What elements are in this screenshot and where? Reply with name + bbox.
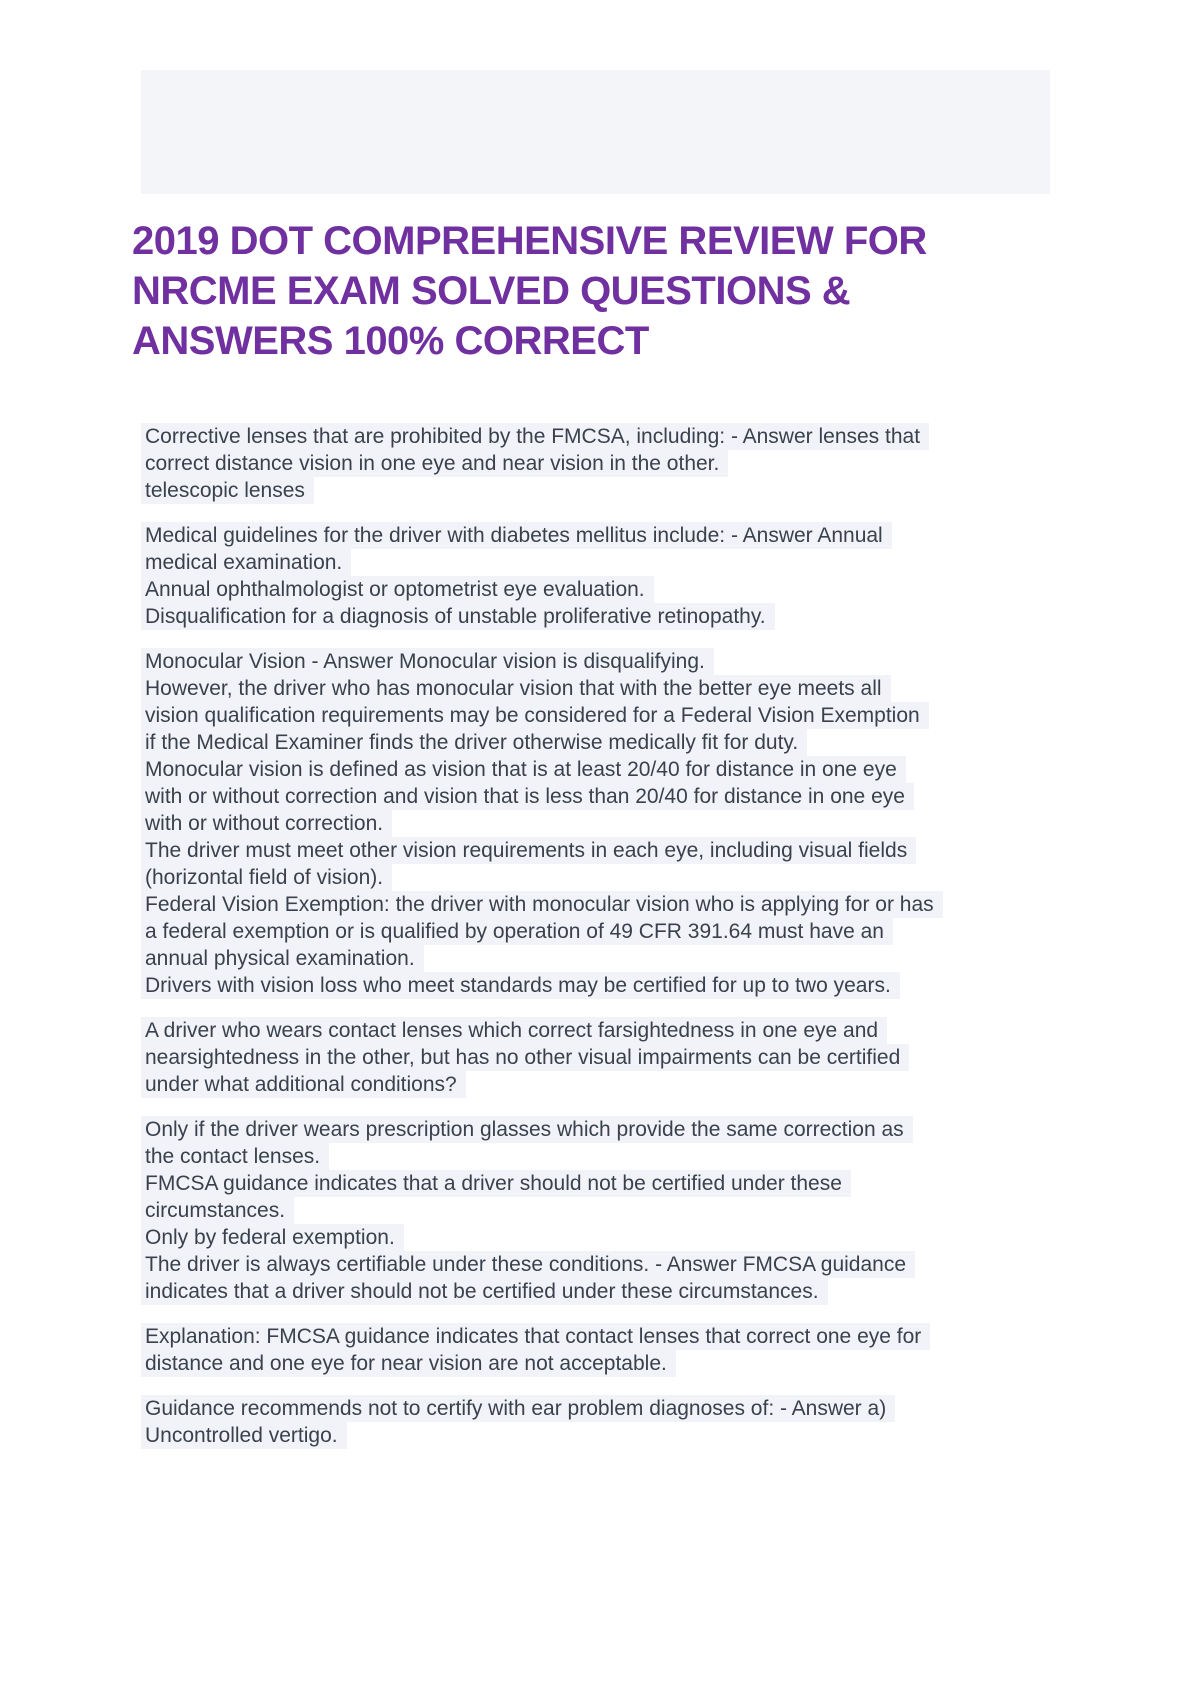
- page-title-line: 2019 DOT COMPREHENSIVE REVIEW FOR: [132, 219, 927, 263]
- text-line: vision qualification requirements may be considered for a Federal Vision Exemption: [141, 702, 929, 729]
- text-line: with or without correction and vision that is less than 20/40 for distance in one eye: [141, 783, 914, 810]
- text-line: Monocular Vision - Answer Monocular vision is disqualifying.: [141, 648, 714, 675]
- paragraph: [141, 1395, 1191, 1449]
- paragraph: [141, 1017, 1191, 1098]
- text-line: distance and one eye for near vision are not acceptable.: [141, 1350, 676, 1377]
- text-line: However, the driver who has monocular vision that with the better eye meets all: [141, 675, 891, 702]
- paragraph: [141, 522, 1191, 630]
- text-line: Monocular vision is defined as vision that is at least 20/40 for distance in one eye: [141, 756, 906, 783]
- text-line: Only by federal exemption.: [141, 1224, 404, 1251]
- text-line: Only if the driver wears prescription glasses which provide the same correction as: [141, 1116, 913, 1143]
- text-line: FMCSA guidance indicates that a driver should not be certified under these: [141, 1170, 851, 1197]
- body-text: [141, 423, 1191, 1449]
- text-line: if the Medical Examiner finds the driver otherwise medically fit for duty.: [141, 729, 807, 756]
- header-banner: [141, 70, 1050, 194]
- text-line: annual physical examination.: [141, 945, 424, 972]
- text-line: nearsightedness in the other, but has no other visual impairments can be certified: [141, 1044, 909, 1071]
- text-line: Annual ophthalmologist or optometrist eye evaluation.: [141, 576, 654, 603]
- text-line: Disqualification for a diagnosis of unstable proliferative retinopathy.: [141, 603, 775, 630]
- text-line: with or without correction.: [141, 810, 392, 837]
- text-line: circumstances.: [141, 1197, 294, 1224]
- page-title-line: ANSWERS 100% CORRECT: [132, 319, 649, 363]
- text-line: A driver who wears contact lenses which correct farsightedness in one eye and: [141, 1017, 887, 1044]
- text-line: indicates that a driver should not be certified under these circumstances.: [141, 1278, 828, 1305]
- paragraph: [141, 1323, 1191, 1377]
- text-line: The driver must meet other vision requirements in each eye, including visual fields: [141, 837, 916, 864]
- paragraph: [141, 1116, 1191, 1305]
- text-line: the contact lenses.: [141, 1143, 329, 1170]
- text-line: (horizontal field of vision).: [141, 864, 392, 891]
- text-line: Medical guidelines for the driver with diabetes mellitus include: - Answer Annual: [141, 522, 892, 549]
- text-line: Drivers with vision loss who meet standards may be certified for up to two years.: [141, 972, 900, 999]
- text-line: Guidance recommends not to certify with ear problem diagnoses of: - Answer a): [141, 1395, 895, 1422]
- text-line: The driver is always certifiable under these conditions. - Answer FMCSA guidance: [141, 1251, 915, 1278]
- text-line: medical examination.: [141, 549, 351, 576]
- page-title: [132, 216, 927, 366]
- text-line: correct distance vision in one eye and near vision in the other.: [141, 450, 728, 477]
- text-line: a federal exemption or is qualified by operation of 49 CFR 391.64 must have an: [141, 918, 893, 945]
- text-line: Federal Vision Exemption: the driver with monocular vision who is applying for or has: [141, 891, 943, 918]
- text-line: under what additional conditions?: [141, 1071, 466, 1098]
- text-line: Corrective lenses that are prohibited by the FMCSA, including: - Answer lenses that: [141, 423, 929, 450]
- text-line: Explanation: FMCSA guidance indicates that contact lenses that correct one eye for: [141, 1323, 930, 1350]
- paragraph: [141, 648, 1191, 999]
- page-title-line: NRCME EXAM SOLVED QUESTIONS &: [132, 269, 851, 313]
- text-line: Uncontrolled vertigo.: [141, 1422, 347, 1449]
- text-line: telescopic lenses: [141, 477, 314, 504]
- paragraph: [141, 423, 1191, 504]
